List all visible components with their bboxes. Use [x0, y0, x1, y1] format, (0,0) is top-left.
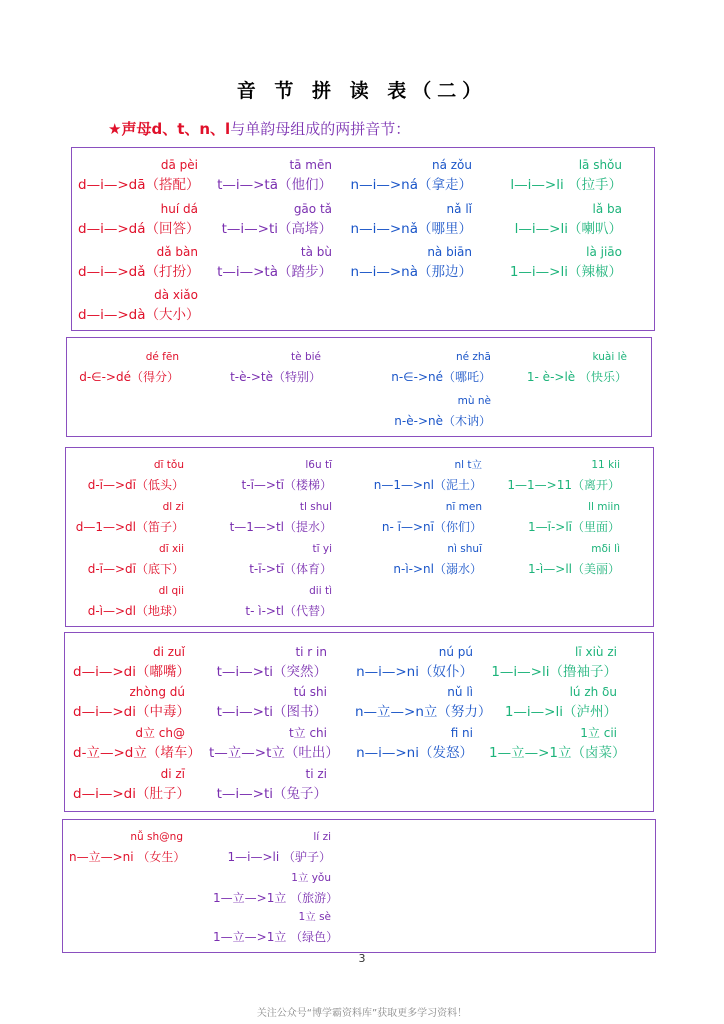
syllable-cell: dé fēn d-∈->dé（得分） — [79, 351, 179, 384]
syllable-cell: di zuǐ d—i—>di（嘟嘴） — [73, 645, 190, 680]
syllable-cell: mδi lì 1-ì—>ll（美丽） — [527, 543, 620, 576]
syllable-cell: kuài lè 1- è->lè （快乐） — [526, 351, 627, 384]
syllable-cell: nǔ lì n—立—>n立（努力） — [355, 685, 492, 720]
syllable-cell: dà xiǎo d—i—>dà（大小） — [78, 288, 200, 323]
syllable-cell: nà biān n—i—>nà（那边） — [350, 245, 472, 280]
syllable-cell: di zī d—i—>di（肚子） — [73, 767, 190, 802]
syllable-box-5 — [62, 819, 656, 953]
syllable-box-2 — [66, 337, 652, 437]
syllable-cell: nl t立 n—1—>nl（泥土） — [373, 459, 482, 492]
syllable-cell: lǎ ba l—i—>li（喇叭） — [514, 202, 622, 237]
syllable-cell: 1立 sè 1—立—>1立 （绿色） — [213, 911, 339, 944]
syllable-box-3 — [65, 447, 654, 627]
syllable-cell: ná zǒu n—i—>ná（拿走） — [350, 158, 472, 193]
syllable-cell: fi ni n—i—>ni（发怒） — [356, 726, 473, 761]
syllable-cell: 11 kii 1—1—>11（离开） — [507, 459, 620, 492]
syllable-cell: né zhā n-∈->né（哪吒） — [391, 351, 491, 384]
syllable-cell: dī tǒu d-ī—>dī（低头） — [87, 459, 184, 492]
syllable-cell: lī xiù zi 1—i—>li（撸袖子） — [491, 645, 617, 680]
syllable-cell: tl shul t—1—>tl（提水） — [229, 501, 332, 534]
syllable-cell: 1立 yǒu 1—立—>1立 （旅游） — [213, 872, 339, 905]
syllable-cell: d立 ch@ d-立—>d立（堵车） — [73, 726, 201, 761]
star-icon: ★ — [108, 120, 122, 138]
syllable-cell: dl zi d—1—>dl（笛子） — [75, 501, 184, 534]
syllable-cell: là jiāo 1—i—>li（辣椒） — [509, 245, 622, 280]
syllable-cell: l6u tī t-ī—>tī（楼梯） — [241, 459, 332, 492]
syllable-cell: dī xii d-ī—>dī（底下） — [87, 543, 184, 576]
syllable-cell: dǎ bàn d—i—>dǎ（打扮） — [78, 245, 200, 280]
syllable-box-4 — [64, 632, 654, 812]
syllable-cell: 1立 cii 1—立—>1立（卤菜） — [489, 726, 626, 761]
syllable-cell: tè bié t-è->tè（特别） — [230, 351, 321, 384]
syllable-cell: dl qii d-ì—>dl（地球） — [87, 585, 184, 618]
syllable-cell: ll miin 1—ī->lī（里面） — [527, 501, 620, 534]
subtitle-initials: d、t、n、l — [151, 120, 231, 138]
syllable-cell: tī yi t-ī->tī（体育） — [249, 543, 332, 576]
syllable-cell: nī men n- ī—>nī（你们） — [381, 501, 482, 534]
syllable-cell: nì shuī n-ì->nl（溺水） — [393, 543, 482, 576]
syllable-cell: mù nè n-è->nè（木讷） — [394, 395, 491, 428]
syllable-cell: zhòng dú d—i—>di（中毒） — [73, 685, 190, 720]
syllable-cell: dii tì t- ì->tl（代替） — [245, 585, 332, 618]
syllable-cell: nǚ sh@ng n—立—>ni （女生） — [69, 831, 186, 864]
syllable-cell: nǎ lǐ n—i—>nǎ（哪里） — [350, 202, 472, 237]
syllable-box-1 — [71, 147, 655, 331]
syllable-cell: gāo tǎ t—i—>ti（高塔） — [221, 202, 332, 237]
subtitle-prefix: 声母 — [121, 120, 152, 138]
syllable-cell: tú shi t—i—>ti（图书） — [216, 685, 327, 720]
syllable-cell: lā shǒu l—i—>li （拉手） — [510, 158, 622, 193]
section-subtitle — [108, 118, 410, 139]
footer-note: 关注公众号“博学霸资料库”获取更多学习资料！ — [256, 1008, 468, 1019]
syllable-cell: lí zi 1—i—>li （驴子） — [227, 831, 331, 864]
syllable-cell: t立 chi t—立—>t立（吐出） — [209, 726, 339, 761]
syllable-cell: lú zh δu 1—i—>li（泸州） — [504, 685, 617, 720]
page-title: 音 节 拼 读 表（二） — [236, 80, 488, 102]
syllable-cell: tā mēn t—i—>tā（他们） — [217, 158, 332, 193]
syllable-cell: nú pú n—i—>ni（奴仆） — [356, 645, 473, 680]
syllable-cell: tà bù t—i—>tà（踏步） — [217, 245, 332, 280]
page-number: 3 — [358, 952, 366, 965]
syllable-cell: huí dá d—i—>dá（回答） — [78, 202, 200, 237]
syllable-cell: ti zi t—i—>ti（兔子） — [216, 767, 327, 802]
subtitle-suffix: 与单韵母组成的两拼音节： — [230, 120, 411, 138]
syllable-cell: dā pèi d—i—>dā（搭配） — [78, 158, 200, 193]
syllable-cell: ti r in t—i—>ti（突然） — [216, 645, 327, 680]
